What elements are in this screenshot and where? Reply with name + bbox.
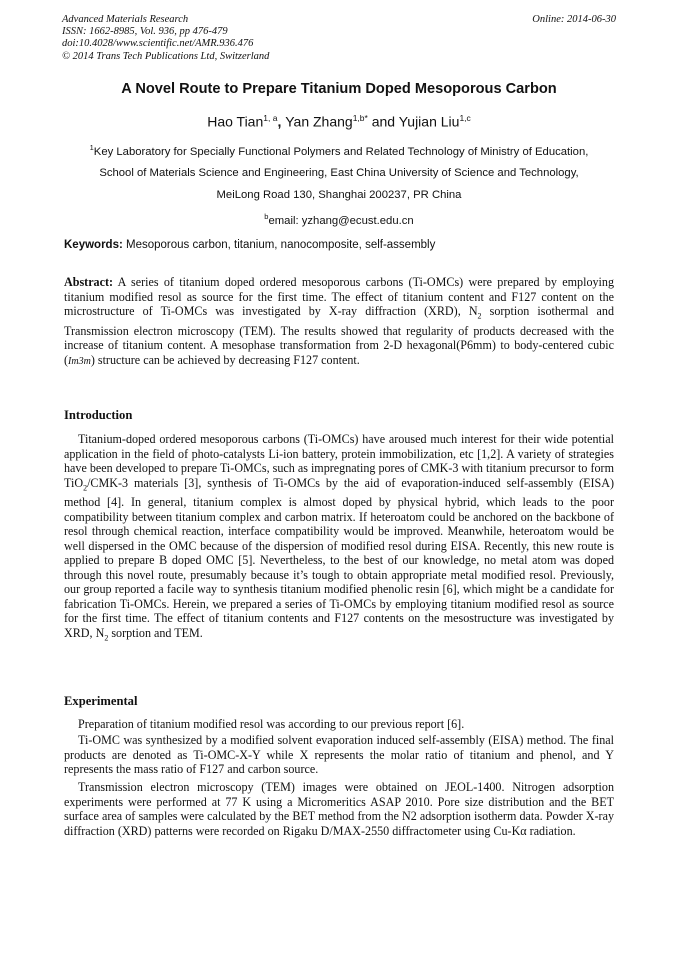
author-affiliation-mark: 1,c [459,113,471,123]
author-separator: , [277,113,286,130]
copyright-line: © 2014 Trans Tech Publications Ltd, Switzerland [62,50,270,62]
keywords-line [64,239,435,251]
abstract-paragraph [64,275,614,369]
email-line [0,206,678,232]
author-affiliation-mark: 1, a [263,113,278,123]
affiliation-line: MeiLong Road 130, Shanghai 200237, PR China [216,188,462,201]
body-text: sorption and TEM. [108,625,203,640]
subscript: 2 [104,633,109,643]
paper-title: A Novel Route to Prepare Titanium Doped Mesoporous Carbon [121,81,557,97]
author-separator: and [367,113,399,130]
experimental-heading: Experimental [64,694,138,708]
author-list [0,113,678,130]
affiliation-text: Key Laboratory for Specially Functional Polymers and Related Technology of Ministry of Education, [93,145,589,158]
abstract-text: A series of titanium doped ordered mesoporous carbons (Ti-OMCs) were prepared by employing titanium modified resol as source for the first time. The effect of titanium content and F127 content on the microstructure of Ti-OMCs was investigated by X-ray diffraction (XRD), N [64,275,614,318]
doi-line: doi:10.4028/www.scientific.net/AMR.936.476 [62,38,254,50]
author-name: Yujian Liu [398,113,460,130]
affiliation-mark: 1 [89,143,94,152]
body-text: /CMK-3 materials [3], synthesis of Ti-OMCs by the aid of evaporation-induced self-assembly (EISA) method [4]. In general, titanium complex is almost doped by physical hybrid, which leads to the poor compatibility between titanium complex and carbon matrix. If heteroatom could be anchored on the backbone of resol through chemical reaction, interface compatibility would be improved. Meanwhile, heteroatom would be well dispersed in the OMC because of the dispersion of modified resol during EISA. Recently, this new route is applied to prepare B doped OMC [5]. Nevertheless, to the best of our knowledge, no metal atom was doped through this novel route, presumably because it’s tough to obtain appropriate metal modified resol. Previously, our group reported a facile way to synthesis titanium modified phenolic resin [6], which might be a candidate for fabrication Ti-OMCs. Herein, we prepared a series of Ti-OMCs by employing titanium modified resol as source for the first time. The effect of titanium contents and F127 contents on the mesostructure was investigated by XRD, N [64,475,614,640]
author-name: Yan Zhang [285,113,353,130]
space-group-symbol: Im3m [68,355,91,367]
subscript: 2 [477,311,482,321]
abstract-text: sorption isothermal and Transmission electron microscopy (TEM). The results showed that regularity of products decreased with the increase of titanium content. A mesophase transformation from 2-D hexagonal(P6mm) to body-centered cubic ( [64,304,614,367]
affiliation-block [0,137,678,233]
experimental-paragraph: Preparation of titanium modified resol was according to our previous report [6]. [78,717,465,731]
affiliation-line: School of Materials Science and Engineering, East China University of Science and Technology, [99,167,579,180]
subscript: 2 [83,482,88,492]
introduction-paragraph [64,432,614,646]
email-mark: b [264,212,269,222]
journal-info [62,14,269,63]
journal-name: Advanced Materials Research [62,14,189,25]
keywords-label: Keywords: [64,239,123,251]
author-name: Hao Tian [207,113,264,130]
affiliation-line [0,137,678,163]
email-text: email: yzhang@ecust.edu.cn [268,215,414,228]
body-text: Titanium-doped ordered mesoporous carbons (Ti-OMCs) have aroused much interest for their wide potential application in the field of photo-catalysts Li-ion battery, protein immobilization, etc [1,2]. A variety of strategies have been developed to prepare Ti-OMCs, such as impregnating pores of CMK-3 with titanium precursor to form TiO [64,432,614,490]
online-date: Online: 2014-06-30 [532,14,616,25]
author-affiliation-mark: 1,b* [352,113,368,123]
keywords-text: Mesoporous carbon, titanium, nanocomposite, self-assembly [122,239,436,251]
issn-line: ISSN: 1662-8985, Vol. 936, pp 476-479 [62,26,228,38]
experimental-paragraph: Transmission electron microscopy (TEM) images were obtained on JEOL-1400. Nitrogen adsorption experiments were performed at 77 K using a Micromeritics ASAP 2010. Pore size distribution and the BET surface area of samples were calculated by the BET method from the N2 adsorption isotherm data. Powder X-ray diffraction (XRD) patterns were recorded on Rigaku D/MAX-2550 diffractometer using Cu-Kα radiation. [64,780,614,838]
introduction-heading: Introduction [64,408,133,422]
abstract-label: Abstract: [64,275,114,289]
abstract-text: ) structure can be achieved by decreasing F127 content. [90,352,360,367]
experimental-paragraph: Ti-OMC was synthesized by a modified solvent evaporation induced self-assembly (EISA) method. The final products are denoted as Ti-OMC-X-Y while X represents the molar ratio of titanium and phenol, and Y represents the mass ratio of F127 and carbon source. [64,733,614,776]
